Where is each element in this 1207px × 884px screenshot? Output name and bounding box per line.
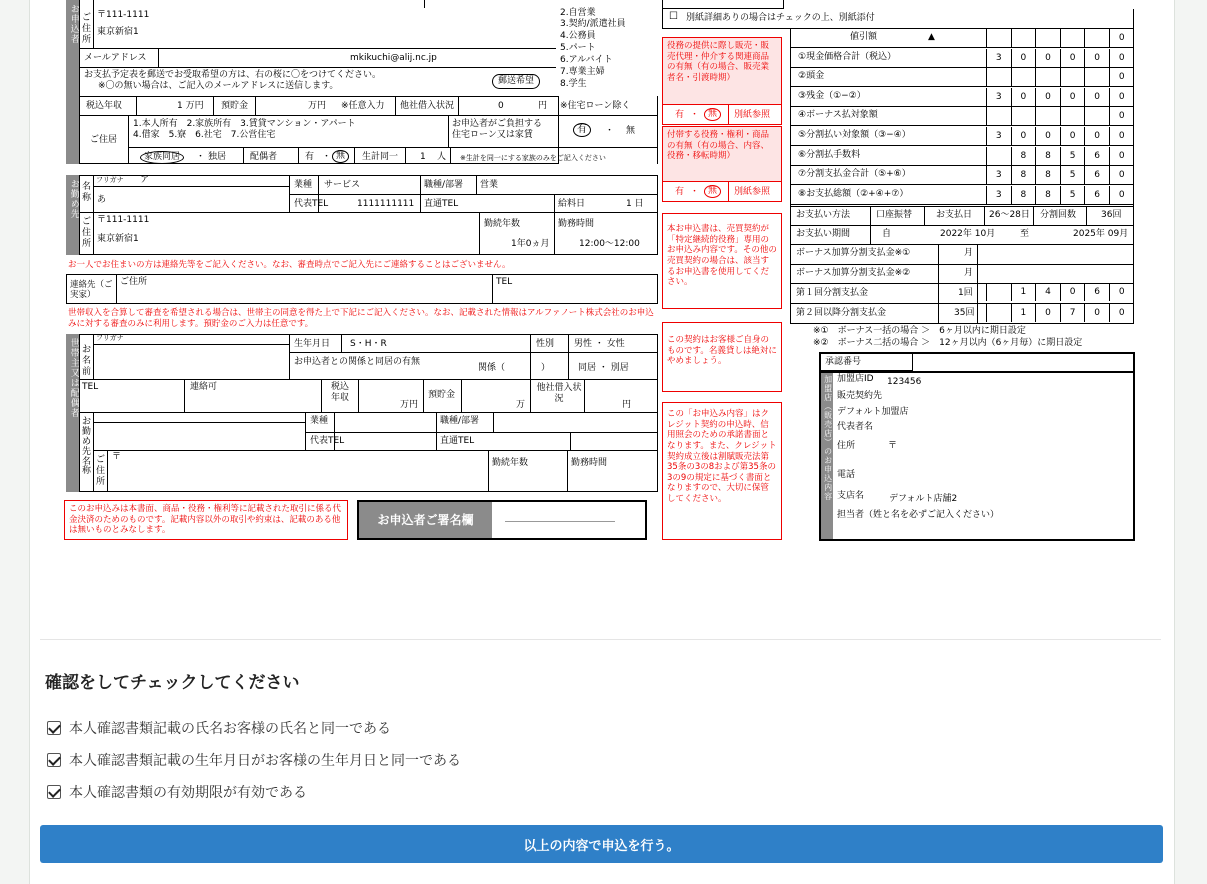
- household-label: 生計同一: [362, 152, 399, 162]
- related-yes: 有: [675, 110, 685, 120]
- payday-value: 1 日: [626, 199, 644, 209]
- checkbox-checked-icon[interactable]: [47, 721, 61, 735]
- digit-cell: 0: [1109, 127, 1134, 145]
- occupation-item: 7.専業主婦: [560, 67, 605, 77]
- rights-see-attachment: 別紙参照: [734, 187, 771, 197]
- occupation-item: 8.学生: [560, 79, 587, 89]
- bonus-note-2: ※② ボーナス二括の場合 ＞ 12ヶ月以内（6ヶ月毎）に期日設定: [813, 338, 1083, 348]
- digit-cell: 3: [986, 127, 1011, 145]
- merchant-store-name: デフォルト加盟店: [837, 407, 909, 417]
- digit-cell: 0: [1060, 88, 1085, 106]
- head-work-dept-label: 職種/部署: [440, 416, 480, 426]
- special-contract-notice: 本お申込書は、売買契約が「特定継続的役務」専用のお申込み内容です。その他の売買契約の場合は、該当するお申込書を使用してください。: [662, 213, 782, 309]
- bonus-note-1: ※① ボーナス一括の場合 ＞ 6ヶ月以内に期日設定: [813, 326, 1026, 336]
- occupation-item: 2.自営業: [560, 8, 596, 18]
- head-work-industry-label: 業種: [310, 416, 329, 426]
- digit-cell: [1035, 29, 1060, 47]
- digit-cell: 0: [1084, 88, 1109, 106]
- installments: 36回: [1101, 210, 1122, 220]
- confirm-expiry-label: 本人確認書類の有効期限が有効である: [69, 785, 307, 801]
- digit-cell: 6: [1084, 166, 1109, 184]
- workplace-address: 東京新宿1: [97, 234, 139, 244]
- head-mobile-label: 連絡可: [190, 382, 218, 392]
- savings-label: 預貯金: [221, 101, 249, 111]
- head-tel-label: TEL: [82, 382, 99, 392]
- merchant-side-bar: [821, 371, 833, 539]
- digit-cell: 3: [986, 166, 1011, 184]
- digit-cell: 8: [1035, 147, 1060, 165]
- head-relation-label: お申込者との関係と同居の有無: [294, 357, 421, 367]
- footer-notice: このお申込みは本書面、商品・役務・権利等に記載された取引に係る代金決済のためのものです。記載内容以外の取引や約束は、記載のある他は無いものとみなします。: [64, 500, 348, 540]
- head-side-label: 世帯主又は配偶者: [68, 338, 79, 418]
- related-products-box: 役務の提供に際し販売・販売代理・仲介する関連商品の有無（有の場合、販売業者名・引渡時期）: [662, 37, 782, 105]
- merchant-id: 123456: [887, 377, 922, 387]
- payment-schedule: [790, 206, 1134, 324]
- calc-row-digits: [986, 166, 1134, 184]
- approval-number-label: 承認番号: [825, 357, 862, 367]
- household-count: 1: [420, 152, 426, 162]
- digit-cell: [986, 147, 1011, 165]
- rights-box: 付帯する役務・権利・商品の有無（有の場合、内容、役務・移転時期）: [662, 126, 782, 182]
- digit-cell: 0: [1084, 127, 1109, 145]
- digit-cell: 0: [1060, 49, 1085, 67]
- digit-cell: [1084, 68, 1109, 86]
- mail-note-2: ※〇の無い場合は、ご記入のメールアドレスに送信します。: [98, 81, 339, 91]
- head-name-label: お名前: [82, 345, 92, 377]
- head-gender-label: 性別: [536, 339, 555, 349]
- family-cohabit: 家族同居: [140, 151, 184, 164]
- digit-cell: 4: [1035, 283, 1060, 301]
- digit-cell: [986, 29, 1011, 47]
- workplace-industry-label: 業種: [294, 180, 313, 190]
- bonus1-label: ボーナス加算分割支払金※①: [796, 248, 911, 258]
- contact-label: 連絡先（ご実家）: [70, 280, 113, 301]
- digit-cell: 6: [1084, 147, 1109, 165]
- digit-cell: 5: [1060, 147, 1085, 165]
- workplace-kana: ア: [140, 175, 150, 185]
- head-work-address-label: ご住所: [96, 455, 106, 487]
- digit-cell: [1035, 107, 1060, 125]
- digit-cell: 3: [986, 186, 1011, 204]
- workplace-side-label: お勤め先: [68, 179, 79, 219]
- head-cohabit: 同居 ・ 別居: [578, 363, 629, 373]
- head-work-name-label: お勤め先名称: [82, 417, 92, 477]
- spouse-no: 無: [332, 150, 349, 163]
- calc-row-label: ⑦分割支払金合計（⑤+⑥）: [798, 169, 911, 180]
- calc-row-label: ⑤分割払い対象額（③−④）: [798, 130, 911, 140]
- bonus2-label: ボーナス加算分割支払金※②: [796, 268, 911, 278]
- head-debt-label: 他社借入状況: [536, 383, 582, 404]
- digit-cell: 0: [1109, 107, 1134, 125]
- workplace-dept: 営業: [480, 180, 499, 190]
- applicant-address: 東京新宿1: [97, 27, 139, 37]
- confirm-name-label: 本人確認書類記載の氏名お客様の氏名と同一である: [69, 721, 391, 737]
- merchant-contract-label: 販売契約先: [837, 391, 883, 401]
- digit-cell: [986, 107, 1011, 125]
- digit-cell: [1084, 29, 1109, 47]
- hours-label: 勤務時間: [558, 219, 595, 229]
- application-form-image: お申込者 ご住所 〒111-1111 東京新宿1 メールアドレス mkikuchi@alij.nc.jp お支払予定表を郵送でお受取希望の方は、右の桜に〇をつけてください。 ※〇の無い場合は、ご記入のメールアドレスに送信します。 郵送希望 2.自営業 3.契約/派遣社員 4.公務員 5.パート 6.アルバイト 7.専業主婦 8.学生 税込年収 1 万円 預貯金 万円 ※任意入力 他社借入状況 0 円 ※住宅ローン除く ご住居 1.本人所有 2.家族所有 3.賃貸マンション・アパート 4.借家 5.寮 6.社宅 7.公営住宅 お申込者がご負担する 住宅ローン又は家賃 有 ・ 無 家族同居 ・ 独居 配偶者 有 ・ 無 生計同一 1 人 ※生計を同一にする家族のみをご記入ください お勤め先 名称 フリガナ ア あ 業種 サービス 職種/部署 営業 代表TEL 1111111111 直通TEL 給料日 1 日 ご住所 〒111-1111 東京新宿1 勤続年数 1年0ヵ月 勤務時間 12:00〜12:00 お一人でお住まいの方は連絡先等をご記入ください。なお、審査時点でご記入先にご連絡することはございません。 連絡先（ご実家） ご住所 TEL 世帯収入を合算して審査を希望される場合は、世帯主の同意を得た上で下記にご記入ください。なお、記載された情報はアルファノート株式会社のお申込みに対する審査のみに利用します。預貯金のご入力は任意です。 世帯主又は配偶者 お名前 フリガナ 生年月日 S・H・R 性別 男性 ・ 女性 お申込者との関係と同居の有無 関係（ ） 同居 ・ 別居 TEL 連絡可 税込年収 万円 預貯金 万 他社借入状況 円 お勤め先名称 業種 職種/部署 代表TEL 直通TEL ご住所 〒 勤続年数 勤務時間 このお申込みは本書面、商品・役務・権利等に記載された取引に係る代金決済のためのものです。記載内容以外の取引や約束は、記載のある他は無いものとみなします。 お申込者ご署名欄 ☐ 別紙詳細ありの場合はチェックの上、別紙添付 役務の提供に際し販売・販売代理・仲介する関連商品の有無（有の場合、販売業者名・引渡時期） 有 ・ 無 別紙参照 付帯する役務・権利・商品の有無（有の場合、内容、役務・移転時期） 有 ・ 無 別紙参照 本お申込書は、売買契約が「特定継続的役務」専用のお申込み内容です。その他の売買契約の場合は、該当するお申込書を使用してください。 この契約はお客様ご自身のものです。名義貸しは絶対にやめましょう。 この「お申込み内容」はクレジット契約の申込時、信用照会のための承諾書面となります。また、クレジット契約成立後は割賦販売法第35条の3の8および第35条の3の9の規定に基づく書面となりますので、大切に保管してください。 値引額 ▲ 0 ①現金価格合計（税込） 3 0 0 0 0 0 ②頭金 0 ③残金（①−②） 3 0 0 0 0 0 ④ボーナス払対象額 0 ⑤分割払い対象額（③−④） 3 0 0 0 0 0 ⑥分割払手数料 8 8 5 6 0 ⑦分割支払金合計（⑤+⑥） 3 8 8 5 6 0 ⑧お支払総額（②+④+⑦） 3 8 8 5 6 0 お支払い方法 口座振替 お支払日 26〜28日 分割回数 36回 お支払い期間 自 2022年 10月 至 2025年 09月 ボーナス加算分割支払金※① 月 ボーナス加算分割支払金※② 月 第１回分割支払金 1回 1 4 0 6 0 第２回以降分割支払金 35回 1 0 7 0 0 ※① ボーナス一括の場合 ＞ 6ヶ月以内に期日設定 ※② ボーナス二括の場合 ＞ 12ヶ月以内（6ヶ月毎）に期日設定 承認番号 加盟店（販売店）のお申込内容 加盟店ID 123456 販売契約先 デフォルト加盟店 代表者名 住所 〒 電話 支店名 デフォルト店舗2 担当者（姓と名を必ずご記入ください）: [60, 0, 1140, 545]
- calc-row: [790, 147, 1134, 166]
- digit-cell: 0: [1109, 88, 1134, 106]
- bonus2-unit: 月: [964, 268, 974, 278]
- confirm-title: 確認をしてチェックしてください: [45, 673, 300, 693]
- period-to: 2025年 09月: [1073, 229, 1129, 239]
- digit-cell: [1011, 107, 1036, 125]
- confirm-dob-checkbox[interactable]: [47, 750, 461, 770]
- head-income-label: 税込年収: [330, 382, 349, 403]
- contact-section: [66, 274, 658, 304]
- bonus1-unit: 月: [964, 248, 974, 258]
- head-income-unit: 万円: [400, 400, 419, 410]
- income-value: 1 万円: [177, 101, 204, 111]
- digit-cell: 0: [1035, 127, 1060, 145]
- first-payment-label: 第１回分割支払金: [796, 288, 869, 298]
- merchant-branch: デフォルト店舗2: [889, 494, 958, 504]
- other-debt-value: 0: [498, 101, 504, 111]
- digit-cell: 0: [1109, 68, 1134, 86]
- tenure-label: 勤続年数: [484, 219, 521, 229]
- digit-cell: 0: [1011, 127, 1036, 145]
- discount-sign: ▲: [928, 32, 935, 42]
- head-work-hours-label: 勤務時間: [571, 458, 608, 468]
- single-living: 独居: [208, 152, 227, 162]
- calc-row-digits: [986, 107, 1134, 125]
- digit-cell: [986, 68, 1011, 86]
- workplace-direct-label: 直通TEL: [424, 199, 459, 209]
- calc-row-label: ②頭金: [798, 71, 825, 82]
- email-label: メールアドレス: [84, 53, 147, 63]
- contact-address-label: ご住所: [120, 277, 148, 287]
- digit-cell: [1011, 29, 1036, 47]
- head-savings-label: 預貯金: [428, 390, 456, 400]
- middle-top-cell: [662, 0, 784, 9]
- digit-cell: 0: [1109, 166, 1134, 184]
- digit-cell: 0: [1035, 88, 1060, 106]
- rights-no: 無: [704, 185, 721, 198]
- period-label: お支払い期間: [796, 229, 851, 239]
- digit-cell: 1: [1011, 283, 1036, 301]
- digit-cell: [1060, 107, 1085, 125]
- alone-notice: お一人でお住まいの方は連絡先等をご記入ください。なお、審査時点でご記入先にご連絡することはございません。: [68, 260, 511, 270]
- signature-stroke: [505, 521, 615, 522]
- applicant-address-label: ご住所: [82, 13, 92, 45]
- calc-row-digits: [986, 88, 1134, 106]
- related-no: 無: [704, 108, 721, 121]
- pay-method: 口座振替: [876, 210, 913, 220]
- calc-row-digits: [986, 147, 1134, 165]
- checkbox-checked-icon[interactable]: [47, 785, 61, 799]
- period-from: 2022年 10月: [940, 229, 996, 239]
- pay-method-label: お支払い方法: [796, 210, 851, 220]
- merchant-staff-label: 担当者（姓と名を必ずご記入ください）: [837, 510, 1000, 520]
- digit-cell: 6: [1084, 186, 1109, 204]
- spouse-yes: 有: [305, 152, 315, 162]
- digit-cell: [1060, 68, 1085, 86]
- calc-row-digits: [986, 127, 1134, 145]
- period-from-label: 自: [882, 229, 892, 239]
- digit-cell: 0: [1060, 283, 1085, 301]
- workplace-postal: 〒111-1111: [97, 215, 150, 225]
- mail-preference-stamp: 郵送希望: [492, 74, 540, 89]
- head-work-postal: 〒: [112, 452, 122, 462]
- section-divider: [40, 639, 1161, 640]
- related-see-attachment: 別紙参照: [734, 110, 771, 120]
- digit-cell: 0: [1109, 283, 1134, 301]
- mail-note-1: お支払予定表を郵送でお受取希望の方は、右の桜に〇をつけてください。: [84, 70, 382, 80]
- loan-question-1: お申込者がご負担する: [452, 119, 543, 129]
- applicant-side-label: お申込者: [68, 4, 79, 44]
- head-work-tel-label: 代表TEL: [310, 436, 345, 446]
- calc-row-digits: [986, 29, 1134, 47]
- first-payment-count: 1回: [958, 288, 973, 298]
- calc-row-digits: [986, 186, 1134, 204]
- occupation-item: 6.アルバイト: [560, 55, 613, 65]
- second-payment-count: 35回: [954, 308, 975, 318]
- occupation-item: 5.パート: [560, 43, 596, 53]
- calc-row: [790, 107, 1134, 126]
- merchant-phone-label: 電話: [837, 470, 856, 480]
- loan-question-2: 住宅ローン又は家賃: [452, 130, 533, 140]
- calc-row-digits: [986, 68, 1134, 86]
- household-notice: 世帯収入を合算して審査を希望される場合は、世帯主の同意を得た上で下記にご記入ください。なお、記載された情報はアルファノート株式会社のお申込みに対する審査のみに利用します。預貯金のご入力は任意です。: [68, 308, 654, 330]
- spouse-label: 配偶者: [250, 152, 278, 162]
- residence-options-2: 4.借家 5.寮 6.社宅 7.公営住宅: [133, 130, 276, 140]
- digit-cell: [986, 304, 1011, 322]
- digit-cell: 0: [1035, 304, 1060, 322]
- occupation-item: 4.公務員: [560, 31, 596, 41]
- calc-row: [790, 68, 1134, 87]
- calc-row: [790, 186, 1134, 205]
- hours-value: 12:00〜12:00: [579, 239, 640, 249]
- calc-row: [790, 29, 1134, 48]
- residence-label: ご住居: [90, 135, 118, 145]
- digit-cell: 0: [1109, 49, 1134, 67]
- digit-cell: 7: [1060, 304, 1085, 322]
- household-unit: 人: [437, 152, 447, 162]
- loan-no: 無: [626, 126, 636, 136]
- merchant-id-label: 加盟店ID: [837, 374, 874, 384]
- pay-day-label: お支払日: [936, 210, 973, 220]
- signature-box: [357, 500, 647, 540]
- workplace-dept-label: 職種/部署: [424, 180, 464, 190]
- calc-row: [790, 49, 1134, 68]
- digit-cell: 5: [1060, 166, 1085, 184]
- digit-cell: 0: [1109, 304, 1134, 322]
- other-debt-label: 他社借入状況: [400, 101, 455, 111]
- digit-cell: 8: [1011, 166, 1036, 184]
- workplace-section: [79, 175, 658, 255]
- first-payment-digits: [986, 283, 1134, 301]
- calc-row-label: ①現金価格合計（税込）: [798, 51, 897, 62]
- digit-cell: 0: [1109, 186, 1134, 204]
- submit-application-button[interactable]: 以上の内容で申込を行う。: [40, 825, 1163, 863]
- workplace-kana-label: フリガナ: [96, 176, 124, 184]
- digit-cell: 0: [1011, 49, 1036, 67]
- savings-unit: 万円: [308, 101, 327, 111]
- calc-row-label: ⑥分割払手数料: [798, 149, 861, 160]
- confirm-dob-label: 本人確認書類記載の生年月日がお客様の生年月日と同一である: [69, 753, 461, 769]
- calc-row-label: ④ボーナス払対象額: [798, 110, 878, 121]
- digit-cell: [1011, 68, 1036, 86]
- applicant-side-bar: [66, 0, 79, 164]
- head-side-bar: [66, 334, 79, 492]
- applicant-postal: 〒111-1111: [97, 10, 150, 20]
- head-kana-label: フリガナ: [96, 334, 124, 342]
- other-debt-note: ※住宅ローン除く: [560, 101, 631, 111]
- workplace-tel: 1111111111: [357, 199, 415, 209]
- period-to-label: 至: [1020, 229, 1030, 239]
- calc-row: [790, 127, 1134, 146]
- contract-notice: この「お申込み内容」はクレジット契約の申込時、信用照会のための承諾書面となります。また、クレジット契約成立後は割賦販売法第35条の3の8および第35条の3の9の規定に基づく書面となりますので、大切に保管してください。: [662, 402, 782, 540]
- digit-cell: 8: [1011, 186, 1036, 204]
- merchant-branch-label: 支店名: [837, 491, 865, 501]
- calc-row: [790, 166, 1134, 185]
- calc-row-digits: [986, 49, 1134, 67]
- second-payment-digits: [986, 304, 1134, 322]
- second-payment-label: 第２回以降分割支払金: [796, 308, 887, 318]
- head-dob-label: 生年月日: [294, 339, 331, 349]
- signature-label: お申込者ご署名欄: [359, 502, 492, 538]
- digit-cell: 8: [1011, 147, 1036, 165]
- merchant-address-label: 住所: [837, 441, 856, 451]
- other-debt-unit: 円: [538, 101, 548, 111]
- installments-label: 分割回数: [1040, 210, 1077, 220]
- digit-cell: [1035, 68, 1060, 86]
- payday-label: 給料日: [558, 199, 586, 209]
- digit-cell: 1: [1011, 304, 1036, 322]
- digit-cell: 0: [1035, 49, 1060, 67]
- confirm-expiry-checkbox[interactable]: [47, 782, 307, 802]
- workplace-name-label: 名称: [82, 182, 92, 203]
- checkbox-checked-icon[interactable]: [47, 753, 61, 767]
- occupation-list: [556, 0, 656, 96]
- digit-cell: 5: [1060, 186, 1085, 204]
- head-work-direct-label: 直通TEL: [440, 436, 475, 446]
- loan-yes: 有: [573, 123, 591, 137]
- calc-row: [790, 88, 1134, 107]
- pay-day: 26〜28日: [989, 210, 1030, 220]
- head-savings-unit: 万: [516, 400, 526, 410]
- workplace-name: あ: [97, 195, 107, 205]
- digit-cell: 8: [1035, 186, 1060, 204]
- head-gender: 男性 ・ 女性: [574, 339, 625, 349]
- detail-check-label: 別紙詳細ありの場合はチェックの上、別紙添付: [686, 13, 875, 23]
- digit-cell: 0: [1060, 127, 1085, 145]
- digit-cell: [1060, 29, 1085, 47]
- digit-cell: 8: [1035, 166, 1060, 184]
- merchant-address-postal: 〒: [888, 441, 898, 451]
- digit-cell: 0: [1109, 147, 1134, 165]
- digit-cell: [986, 283, 1011, 301]
- merchant-rep-label: 代表者名: [837, 422, 874, 432]
- digit-cell: 0: [1109, 29, 1134, 47]
- digit-cell: 0: [1011, 88, 1036, 106]
- merchant-side-label: 加盟店（販売店）のお申込内容: [823, 375, 833, 501]
- workplace-side-bar: [66, 175, 79, 255]
- digit-cell: 0: [1084, 49, 1109, 67]
- rights-yes: 有: [675, 187, 685, 197]
- head-relation: 関係（ ）: [478, 363, 551, 373]
- calc-row-label: ⑧お支払総額（②+④+⑦）: [798, 188, 909, 199]
- savings-note: ※任意入力: [341, 101, 385, 111]
- calc-row-label: ③残金（①−②）: [798, 90, 866, 101]
- workplace-address-label: ご住所: [82, 217, 92, 249]
- digit-cell: 0: [1084, 304, 1109, 322]
- calc-row-label: 値引額: [850, 32, 878, 42]
- head-work-tenure-label: 勤続年数: [492, 458, 529, 468]
- income-label: 税込年収: [86, 101, 123, 111]
- digit-cell: 3: [986, 49, 1011, 67]
- workplace-industry: サービス: [324, 180, 361, 190]
- occupation-item: 3.契約/派遣社員: [560, 19, 626, 29]
- residence-options-1: 1.本人所有 2.家族所有 3.賃貸マンション・アパート: [133, 119, 356, 129]
- head-dob: S・H・R: [350, 339, 387, 349]
- confirm-name-checkbox[interactable]: [47, 718, 391, 738]
- contact-tel-label: TEL: [496, 277, 513, 287]
- digit-cell: 6: [1084, 283, 1109, 301]
- email-value: mkikuchi@alij.nc.jp: [350, 53, 437, 63]
- name-lending-warning: この契約はお客様ご自身のものです。名義貸しは絶対にやめましょう。: [662, 322, 782, 392]
- digit-cell: 3: [986, 88, 1011, 106]
- digit-cell: [1084, 107, 1109, 125]
- workplace-tel-label: 代表TEL: [294, 199, 329, 209]
- head-debt-unit: 円: [622, 400, 632, 410]
- household-note: ※生計を同一にする家族のみをご記入ください: [460, 154, 606, 162]
- tenure-value: 1年0ヵ月: [511, 239, 550, 249]
